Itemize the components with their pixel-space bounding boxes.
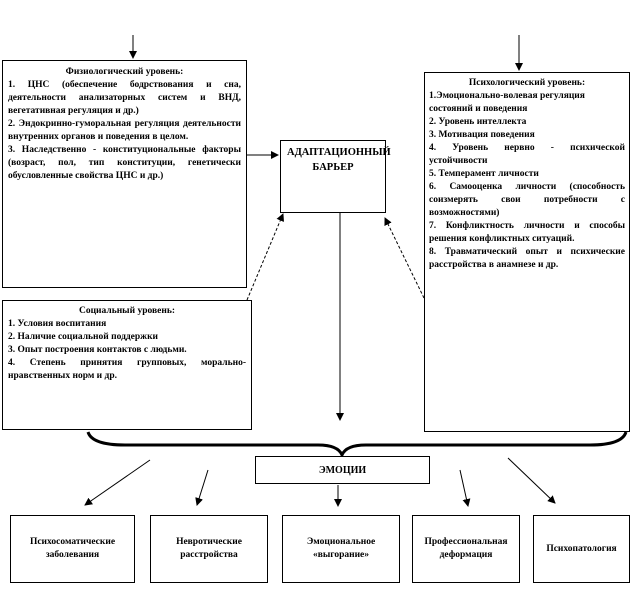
arrow-social-to-barrier (247, 214, 283, 300)
arrow-to-outcome-2 (197, 470, 208, 505)
psych-item: 5. Темперамент личности (429, 169, 539, 179)
physio-item: 3. Наследственно - конституциональные факторы (возраст, пол, тип конституции, генетически обусловленные свойства ЦНС и др.) (8, 145, 241, 181)
outcome-label: Психосоматические заболевания (29, 537, 116, 560)
emotions-label: ЭМОЦИИ (318, 464, 367, 476)
social-title: Социальный уровень: (78, 306, 176, 316)
outcome-box (412, 515, 520, 583)
outcome-label: Профессиональная деформация (424, 537, 508, 560)
arrow-to-outcome-1 (85, 460, 150, 505)
outcome-box (10, 515, 135, 583)
physio-item: 2. Эндокринно-гуморальная регуляция деятельности внутренних органов и поведения в целом. (8, 119, 241, 142)
arrow-to-outcome-4 (460, 470, 468, 506)
adaptation-barrier-label: АДАПТАЦИОННЫЙ БАРЬЕР (287, 147, 391, 173)
emotions-box (255, 456, 430, 484)
physio-item: 1. ЦНС (обеспечение бодрствования и сна, деятельности анализаторных систем и ВНД, вегетативная регуляция и др.) (8, 80, 241, 116)
social-item: 1. Условия воспитания (8, 319, 107, 329)
psych-item: 1.Эмоционально-волевая регуляция состояний и поведения (429, 91, 585, 114)
outcome-label: Невротические расстройства (176, 537, 242, 560)
physio-title: Физиологический уровень: (65, 67, 184, 77)
arrow-psych-to-barrier (385, 218, 424, 298)
psych-item: 2. Уровень интеллекта (429, 117, 527, 127)
psych-item: 6. Самооценка личности (способность соизмерять свои потребности с возможностями) (429, 182, 625, 218)
psych-item: 3. Мотивация поведения (429, 130, 535, 140)
social-item: 4. Степень принятия групповых, морально-нравственных норм и др. (8, 358, 246, 381)
outcome-box (282, 515, 400, 583)
adaptation-barrier-box (280, 140, 391, 213)
psych-item: 4. Уровень нервно - психической устойчивости (429, 143, 625, 166)
outcome-label: Психопатология (546, 543, 617, 554)
curly-brace (88, 432, 626, 455)
outcome-box (150, 515, 268, 583)
arrow-to-outcome-5 (508, 458, 555, 503)
outcome-label: Эмоциональное «выгорание» (306, 537, 376, 560)
psych-item: 8. Травматический опыт и психические расстройства в анамнезе и др. (429, 247, 625, 270)
psych-item: 7. Конфликтность личности и способы решения конфликтных ситуаций. (429, 221, 625, 244)
social-item: 3. Опыт построения контактов с людьми. (8, 345, 187, 355)
psych-title: Психологический уровень: (468, 78, 586, 88)
social-level-box (2, 300, 252, 430)
outcome-box (533, 515, 630, 583)
physio-level-box (2, 60, 247, 288)
social-item: 2. Наличие социальной поддержки (8, 332, 159, 342)
psych-level-box (424, 72, 630, 432)
